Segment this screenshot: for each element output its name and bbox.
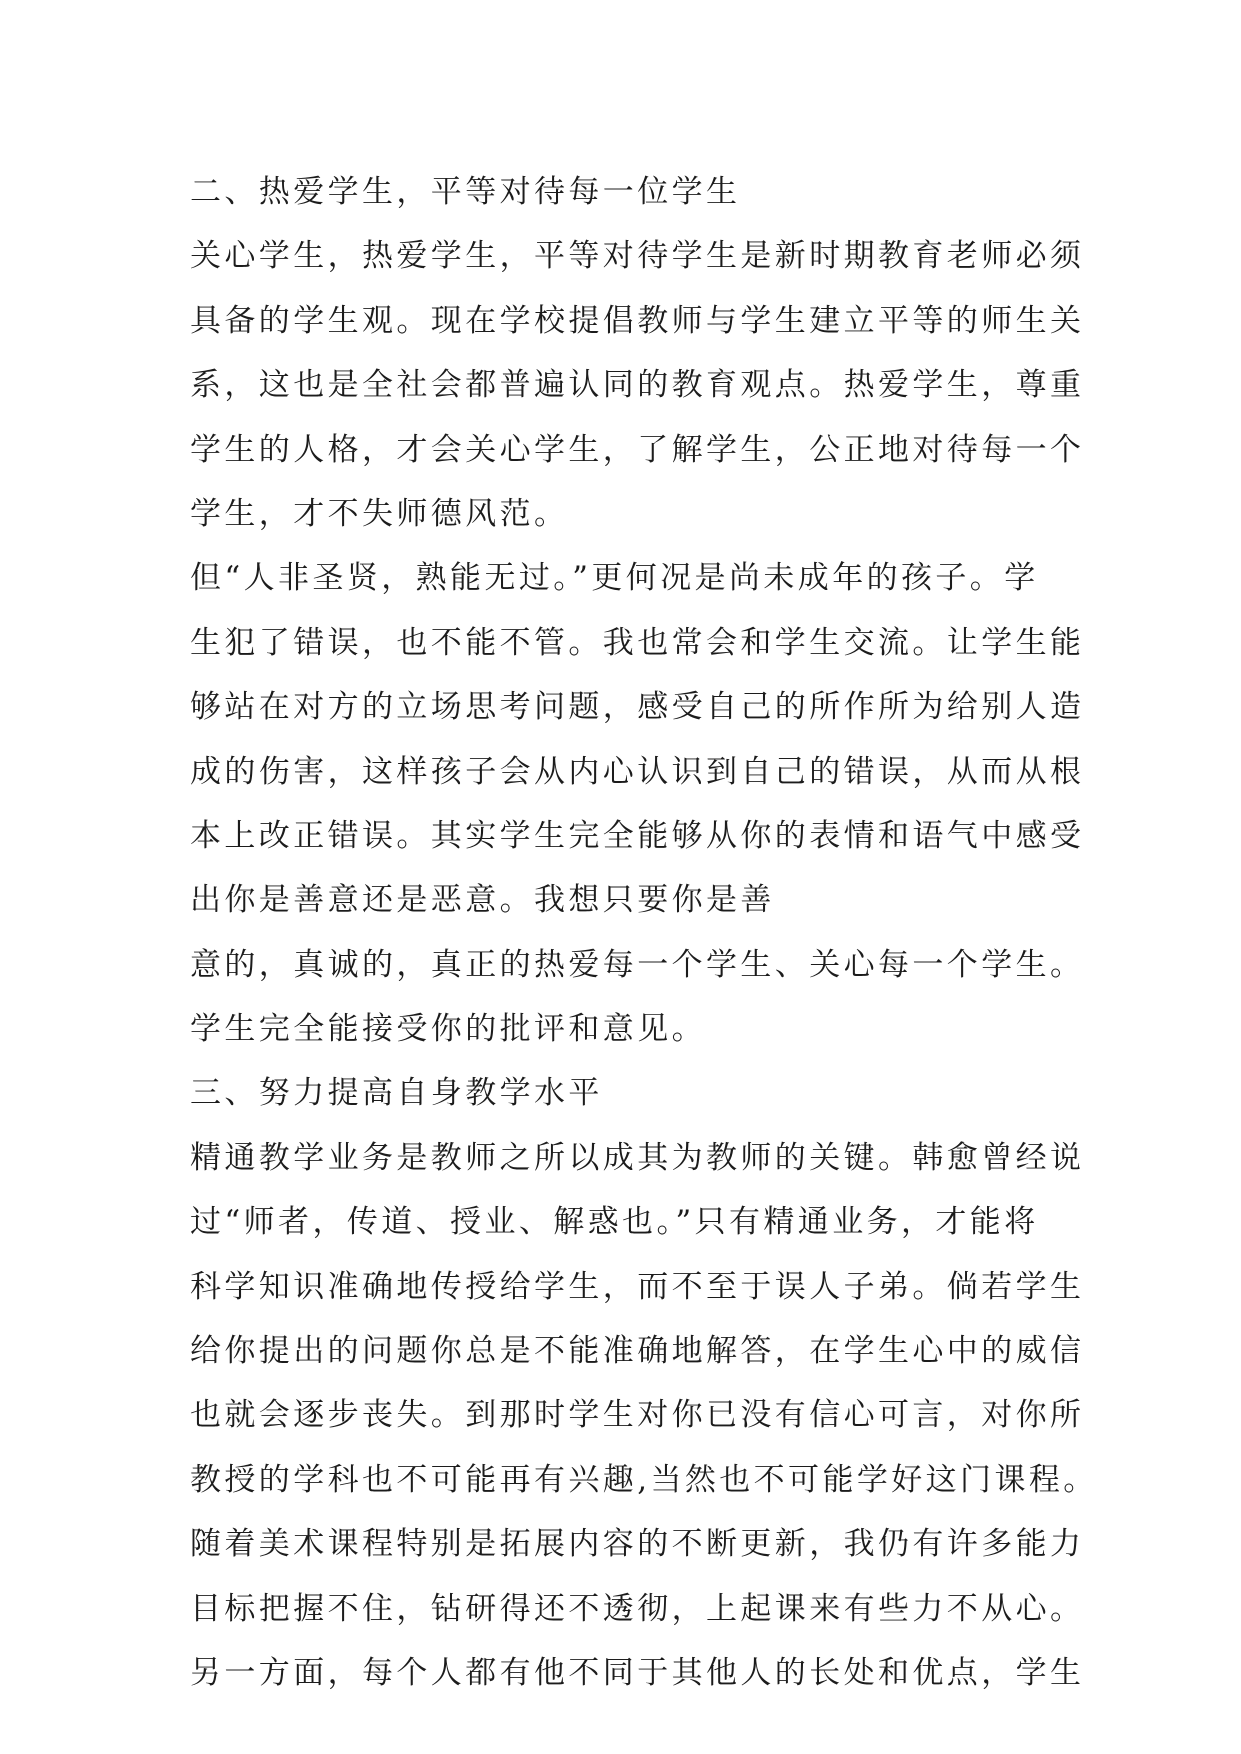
paragraph-line: 另一方面，每个人都有他不同于其他人的长处和优点，学生: [190, 1654, 1085, 1691]
paragraph-line: 学生，才不失师德风范。: [190, 495, 569, 532]
section-heading-3: 三、努力提高自身教学水平: [190, 1075, 603, 1112]
paragraph-line: 过“师者，传道、授业、解惑也。”只有精通业务，才能将: [190, 1204, 1039, 1241]
paragraph-line: 关心学生，热爱学生，平等对待学生是新时期教育老师必须: [190, 238, 1085, 275]
section-heading-2: 二、热爱学生，平等对待每一位学生: [190, 174, 741, 210]
paragraph-line: 教授的学科也不可能再有兴趣,当然也不可能学好这门课程。: [190, 1461, 1098, 1498]
document-body: [190, 160, 1098, 1705]
paragraph-line: 本上改正错误。其实学生完全能够从你的表情和语气中感受: [190, 817, 1085, 854]
paragraph-line: 学生完全能接受你的批评和意见。: [190, 1011, 706, 1048]
paragraph-line: 给你提出的问题你总是不能准确地解答，在学生心中的威信: [190, 1333, 1085, 1370]
paragraph-line: 随着美术课程特别是拓展内容的不断更新，我仍有许多能力: [190, 1526, 1085, 1563]
paragraph-line: 够站在对方的立场思考问题，感受自己的所作所为给别人造: [190, 689, 1085, 726]
paragraph-line: 学生的人格，才会关心学生，了解学生，公正地对待每一个: [190, 431, 1085, 468]
paragraph-line: 也就会逐步丧失。到那时学生对你已没有信心可言，对你所: [190, 1397, 1085, 1434]
paragraph-line: 成的伤害，这样孩子会从内心认识到自己的错误，从而从根: [190, 753, 1085, 790]
paragraph-line: 出你是善意还是恶意。我想只要你是善: [190, 882, 775, 919]
paragraph-line: 系，这也是全社会都普遍认同的教育观点。热爱学生，尊重: [190, 367, 1085, 404]
paragraph-line: 具备的学生观。现在学校提倡教师与学生建立平等的师生关: [190, 302, 1085, 339]
paragraph-line: 意的，真诚的，真正的热爱每一个学生、关心每一个学生。: [190, 946, 1085, 983]
paragraph-line: 目标把握不住，钻研得还不透彻，上起课来有些力不从心。: [190, 1590, 1085, 1627]
paragraph-line: 科学知识准确地传授给学生，而不至于误人子弟。倘若学生: [190, 1268, 1085, 1305]
paragraph-line: 但“人非圣贤，熟能无过。”更何况是尚未成年的孩子。学: [190, 560, 1039, 597]
paragraph-line: 生犯了错误，也不能不管。我也常会和学生交流。让学生能: [190, 624, 1085, 661]
paragraph-line: 精通教学业务是教师之所以成其为教师的关键。韩愈曾经说: [190, 1139, 1085, 1176]
